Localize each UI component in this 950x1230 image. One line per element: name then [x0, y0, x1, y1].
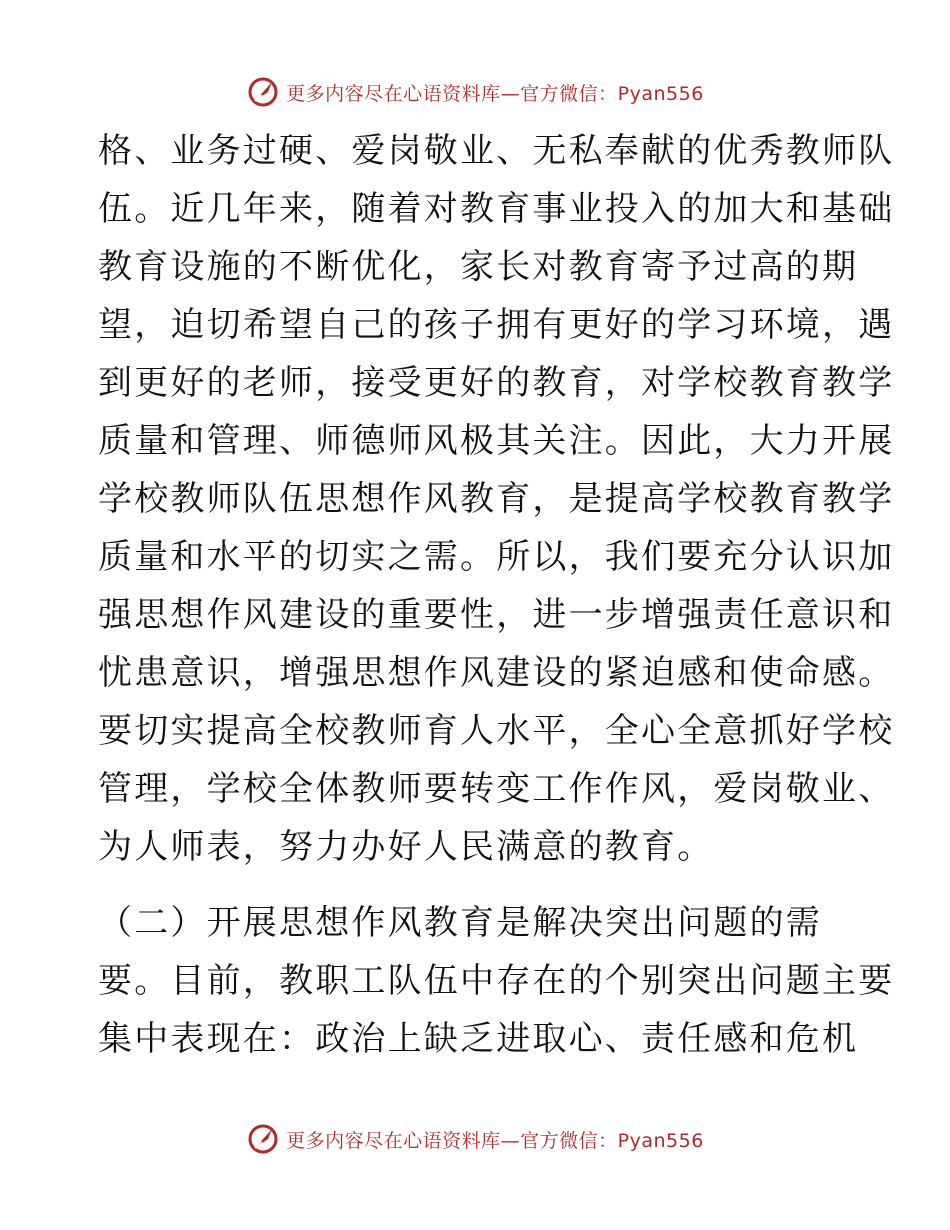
paragraph-gap	[98, 876, 858, 894]
text-line: 为人师表，努力办好人民满意的教育。	[98, 827, 714, 867]
text-line: 望，迫切希望自己的孩子拥有更好的学习环境，遇	[98, 305, 895, 345]
text-line: 集中表现在：政治上缺乏进取心、责任感和危机	[98, 1019, 859, 1059]
text-line: 要切实提高全校教师育人水平，全心全意抓好学校	[98, 711, 895, 751]
quill-logo-icon	[246, 1122, 280, 1156]
document-body	[98, 122, 895, 1068]
footer-banner	[0, 1119, 950, 1159]
text-line: 强思想作风建设的重要性，进一步增强责任意识和	[98, 595, 895, 635]
text-line: 质量和水平的切实之需。所以，我们要充分认识加	[98, 537, 895, 577]
text-line: 质量和管理、师德师风极其关注。因此，大力开展	[98, 421, 895, 461]
section-heading-line: （二）开展思想作风教育是解决突出问题的需	[98, 903, 822, 943]
text-line: 管理，学校全体教师要转变工作作风，爱岗敬业、	[98, 769, 895, 809]
text-line: 学校教师队伍思想作风教育，是提高学校教育教学	[98, 479, 895, 519]
text-line: 伍。近几年来，随着对教育事业投入的加大和基础	[98, 189, 895, 229]
text-line: 格、业务过硬、爱岗敬业、无私奉献的优秀教师队	[98, 131, 895, 171]
text-line: 忧患意识，增强思想作风建设的紧迫感和使命感。	[98, 653, 895, 693]
header-banner-text: 更多内容尽在心语资料库—官方微信：Pyan556	[286, 82, 704, 105]
quill-logo-icon	[246, 75, 280, 109]
text-line: 要。目前，教职工队伍中存在的个别突出问题主要	[98, 961, 895, 1001]
footer-banner-text: 更多内容尽在心语资料库—官方微信：Pyan556	[286, 1129, 704, 1152]
header-banner	[0, 72, 950, 112]
text-line: 教育设施的不断优化，家长对教育寄予过高的期	[98, 247, 859, 287]
text-line: 到更好的老师，接受更好的教育，对学校教育教学	[98, 363, 895, 403]
